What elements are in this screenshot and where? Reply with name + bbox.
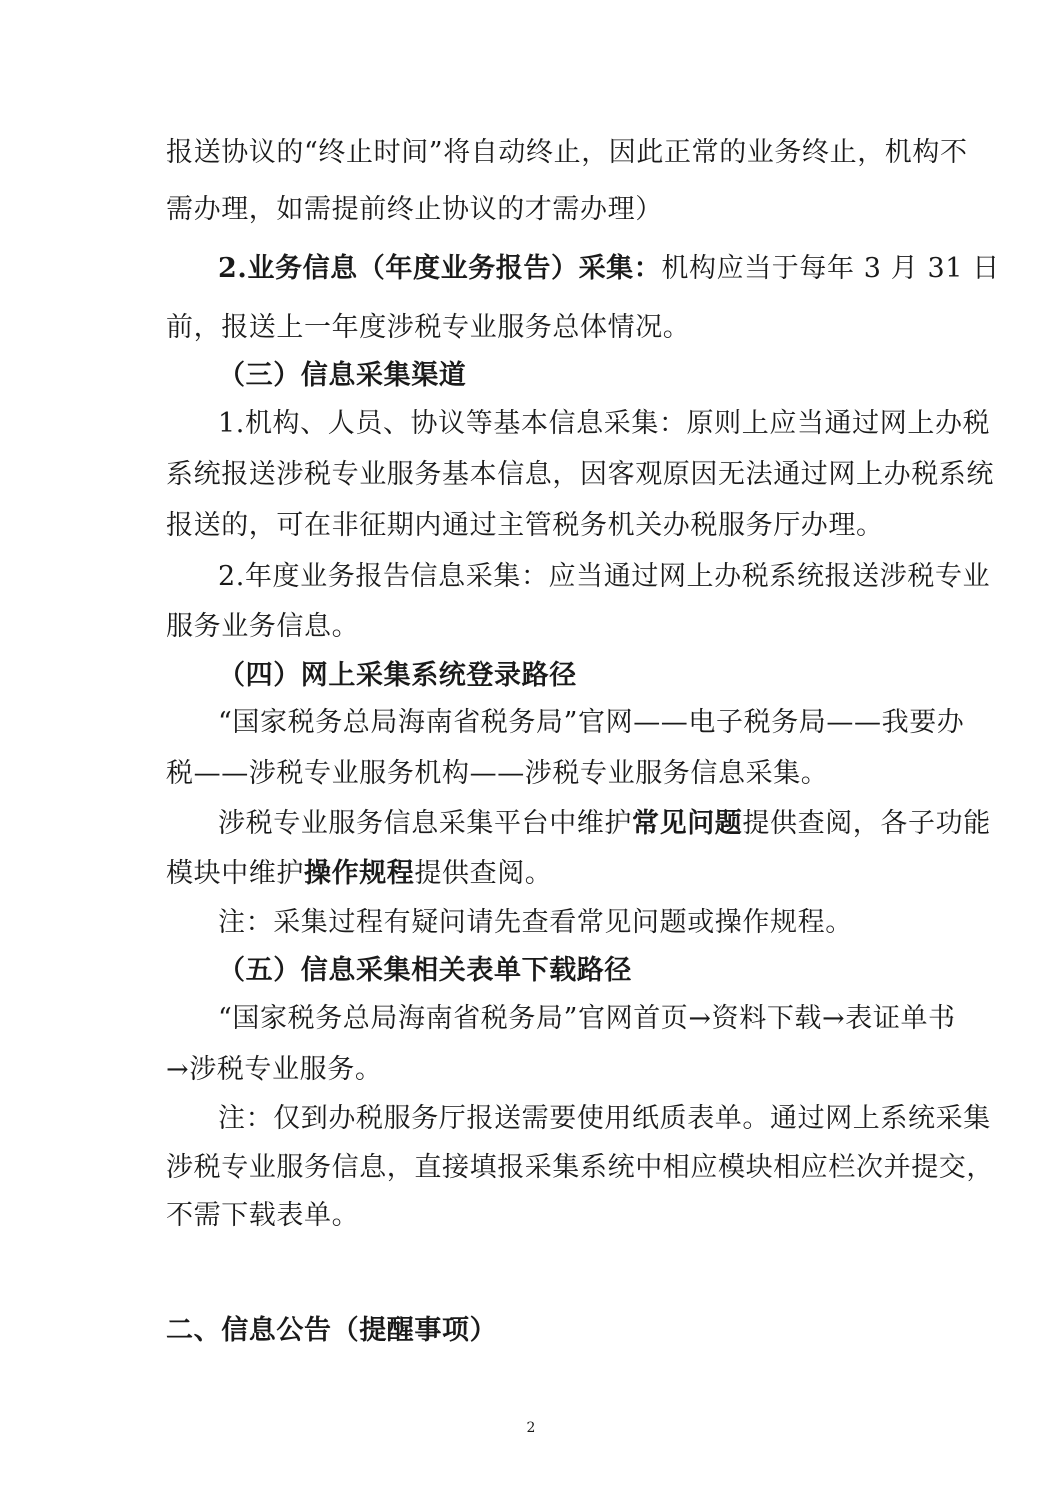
chapter-heading: 二、信息公告（提醒事项） [166, 1315, 498, 1346]
paragraph-line: 税——涉税专业服务机构——涉税专业服务信息采集。 [166, 758, 829, 789]
paragraph-line: 前，报送上一年度涉税专业服务总体情况。 [166, 312, 691, 343]
page-number: 2 [526, 1420, 536, 1436]
paragraph-line: 系统报送涉税专业服务基本信息，因客观原因无法通过网上办税系统 [166, 459, 994, 490]
paragraph-line: 需办理，如需提前终止协议的才需办理） [166, 194, 663, 225]
paragraph-line: 不需下载表单。 [166, 1200, 360, 1231]
paragraph-line: 模块中维护操作规程提供查阅。 [166, 858, 553, 889]
paragraph-line: 1.机构、人员、协议等基本信息采集：原则上应当通过网上办税 [218, 408, 991, 439]
paragraph-line: 2.年度业务报告信息采集：应当通过网上办税系统报送涉税专业 [218, 561, 991, 592]
section-heading: （五）信息采集相关表单下载路径 [218, 955, 632, 986]
paragraph-line: →涉税专业服务。 [166, 1054, 383, 1085]
section-heading: （四）网上采集系统登录路径 [218, 660, 577, 691]
note-line: 注：采集过程有疑问请先查看常见问题或操作规程。 [218, 907, 853, 938]
paragraph-line: 2.业务信息（年度业务报告）采集：机构应当于每年 3 月 31 日 [218, 253, 1000, 284]
note-line: 注：仅到办税服务厅报送需要使用纸质表单。通过网上系统采集 [218, 1103, 991, 1134]
paragraph-line: 涉税专业服务信息采集平台中维护常见问题提供查阅，各子功能 [218, 808, 991, 839]
paragraph-line: “国家税务总局海南省税务局”官网——电子税务局——我要办 [218, 707, 965, 738]
section-heading: （三）信息采集渠道 [218, 360, 467, 391]
paragraph-line: 服务业务信息。 [166, 611, 360, 642]
paragraph-line: 报送的，可在非征期内通过主管税务机关办税服务厅办理。 [166, 510, 884, 541]
paragraph-line: 涉税专业服务信息，直接填报采集系统中相应模块相应栏次并提交， [166, 1152, 994, 1183]
paragraph-line: 报送协议的“终止时间”将自动终止，因此正常的业务终止，机构不 [166, 137, 968, 168]
paragraph-line: “国家税务总局海南省税务局”官网首页→资料下载→表证单书 [218, 1003, 956, 1034]
